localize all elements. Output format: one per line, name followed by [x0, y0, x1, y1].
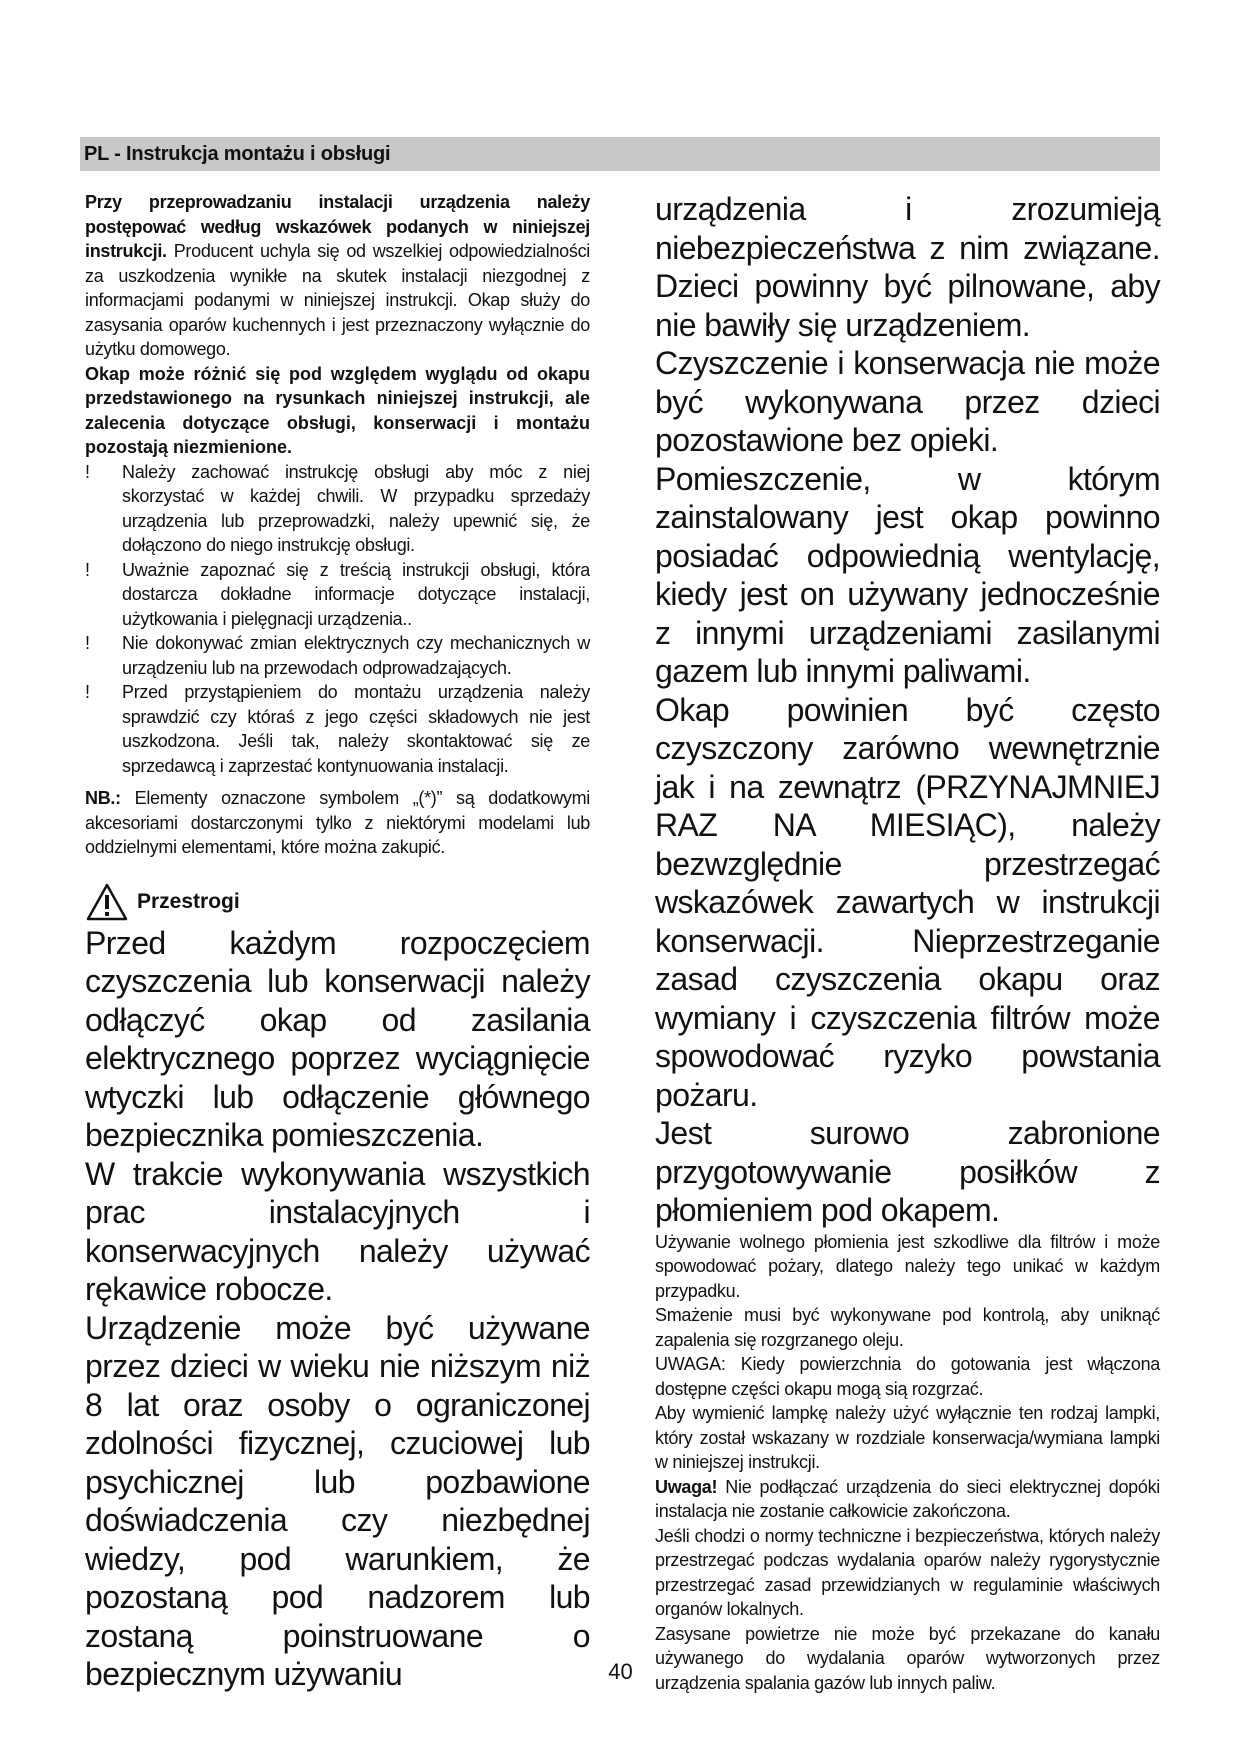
big-paragraph: W trakcie wykonywania wszystkich prac instalacyjnych i konserwacyjnych należy używać rękawice robocze.	[85, 1155, 590, 1307]
small-paragraph: Jeśli chodzi o normy techniczne i bezpieczeństwa, których należy przestrzegać podczas wydalania oparów należy rygorystycznie przestrzegać zasad przewidzianych w regulaminie właściwych organów lokalnych.	[655, 1525, 1160, 1619]
big-paragraph: Urządzenie może być używane przez dzieci w wieku nie niższym niż 8 lat oraz osoby o ograniczonej zdolności fizycznej, czuciowej lub psychicznej lub pozbawione doświadczenia czy niezbędnej wiedzy, pod warunkiem, że pozostaną pod nadzorem lub zostaną poinstruowane o bezpiecznym używaniu	[85, 1309, 590, 1692]
list-item-text: Przed przystąpieniem do montażu urządzenia należy sprawdzić czy któraś z jego części składowych nie jest uszkodzona. Jeśli tak, należy skontaktować się ze sprzedawcą i zaprzestać kontynuowania instalacji.	[122, 682, 590, 776]
list-item	[85, 460, 590, 558]
big-paragraph: Jest surowo zabronione przygotowywanie posiłków z płomieniem pod okapem.	[655, 1115, 1160, 1228]
warnings-heading	[85, 882, 590, 922]
exclamation-mark: !	[85, 461, 90, 482]
big-paragraph: Pomieszczenie, w którym zainstalowany jest okap powinno posiadać odpowiednią wentylację, kiedy jest on używany jednocześnie z innymi urządzeniami zasilanymi gazem lub innymi paliwami.	[655, 460, 1160, 689]
right-column	[655, 190, 1160, 1695]
nb-text: Elementy oznaczone symbolem „(*)” są dodatkowymi akcesoriami dostarczonymi tylko z niektórymi modelami lub oddzielnymi elementami, które można zakupić.	[85, 788, 590, 857]
list-item-text: Nie dokonywać zmian elektrycznych czy mechanicznych w urządzeniu lub na przewodach odprowadzających.	[122, 633, 590, 678]
big-paragraph: Przed każdym rozpoczęciem czyszczenia lub konserwacji należy odłączyć okap od zasilania elektrycznego poprzez wyciągnięcie wtyczki lub odłączenie głównego bezpiecznika pomieszczenia.	[85, 924, 590, 1153]
list-item-text: Należy zachować instrukcję obsługi aby móc z niej skorzystać w każdej chwili. W przypadku sprzedaży urządzenia lub przeprowadzki, należy upewnić się, że dołączono do niego instrukcję obsługi.	[122, 461, 590, 555]
small-paragraph: UWAGA: Kiedy powierzchnia do gotowania jest włączona dostępne części okapu mogą sią rozgrzać.	[655, 1354, 1160, 1399]
intro-paragraph	[85, 190, 590, 362]
left-column	[85, 190, 590, 1694]
big-paragraph: Czyszczenie i konserwacja nie może być wykonywana przez dzieci pozostawione bez opieki.	[655, 345, 1160, 458]
list-item-text: Uważnie zapoznać się z treścią instrukcji obsługi, która dostarcza dokładne informacje dotyczące instalacji, użytkowania i pielęgnacji urządzenia..	[122, 559, 590, 629]
warning-triangle-icon	[85, 882, 129, 922]
exclamation-mark: !	[85, 682, 90, 702]
appearance-note: Okap może różnić się pod względem wyglądu od okapu przedstawionego na rysunkach niniejszej instrukcji, ale zalecenia dotyczące obsługi, konserwacji i montażu pozostają niezmienione.	[85, 363, 590, 457]
intro-rest: Producent uchyla się od wszelkiej odpowiedzialności za uszkodzenia wynikłe na skutek instalacji niezgodnej z informacjami podanymi w niniejszej instrukcji. Okap służy do zasysania oparów kuchennych i jest przeznaczony wyłącznie do użytku domowego.	[85, 241, 590, 359]
list-item	[85, 680, 590, 778]
nb-label: NB.:	[85, 788, 121, 808]
small-paragraph: Używanie wolnego płomienia jest szkodliwe dla filtrów i może spowodować pożary, dlatego należy tego unikać w każdym przypadku.	[655, 1231, 1160, 1301]
small-paragraph: Zasysane powietrze nie może być przekazane do kanału używanego do wydalania oparów wytworzonych przez urządzenia spalania gazów lub innych paliw.	[655, 1623, 1160, 1693]
list-item	[85, 631, 590, 680]
big-paragraph: urządzenia i zrozumieją niebezpieczeństwa z nim związane. Dzieci powinny być pilnowane, aby nie bawiły się urządzeniem.	[655, 191, 1160, 343]
list-item	[85, 558, 590, 632]
small-paragraph: Smażenie musi być wykonywane pod kontrolą, aby uniknąć zapalenia się rozgrzanego oleju.	[655, 1305, 1160, 1350]
warnings-title: Przestrogi	[137, 889, 240, 913]
small-paragraph: Aby wymienić lampkę należy użyć wyłącznie ten rodzaj lampki, który został wskazany w rozdziale konserwacja/wymiana lampki w niniejszej instrukcji.	[655, 1403, 1160, 1472]
intro-bold: Przy przeprowadzaniu instalacji urządzenia należy postępować według wskazówek podanych w niniejszej instrukcji.	[85, 192, 590, 261]
exclamation-mark: !	[85, 633, 90, 653]
page-number: 40	[608, 1659, 633, 1684]
uwaga-label: Uwaga!	[655, 1476, 718, 1497]
uwaga-text: Nie podłączać urządzenia do sieci elektrycznej dopóki instalacja nie zostanie całkowicie zakończona.	[655, 1476, 1160, 1521]
uwaga-paragraph	[655, 1475, 1160, 1524]
exclamation-mark: !	[85, 559, 90, 580]
nb-paragraph	[85, 786, 590, 860]
big-paragraph: Okap powinien być często czyszczony zarówno wewnętrznie jak i na zewnątrz (PRZYNAJMNIEJ RAZ NA MIESIĄC), należy bezwzględnie przestrzegać wskazówek zawartych w instrukcji konserwacji. Nieprzestrzeganie zasad czyszczenia okapu oraz wymiany i czyszczenia filtrów może spowodować ryzyko powstania pożaru.	[655, 691, 1160, 1113]
header-title: PL - Instrukcja montażu i obsługi	[84, 143, 391, 165]
page-header	[80, 137, 1160, 171]
